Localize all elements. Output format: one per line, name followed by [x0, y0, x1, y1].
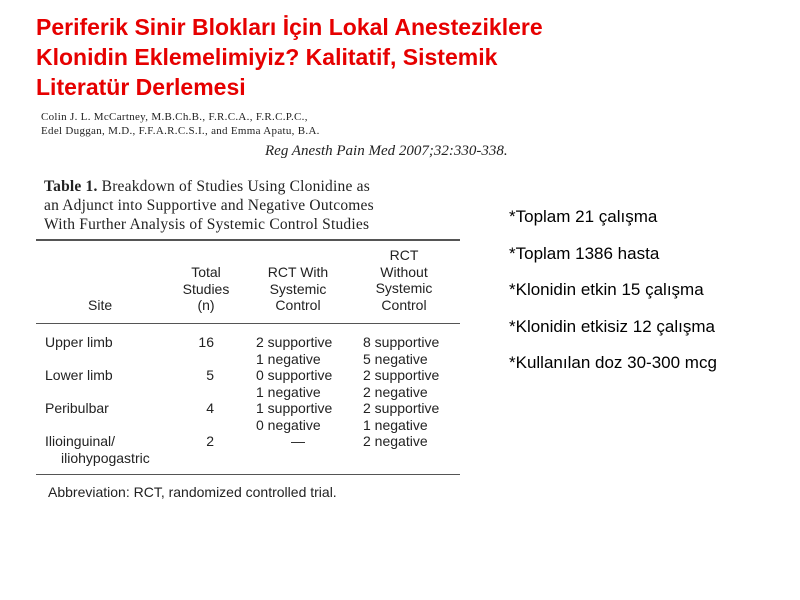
table-caption-text: Breakdown of Studies Using Clonidine as: [101, 178, 370, 195]
authors-line: Edel Duggan, M.D., F.F.A.R.C.S.I., and Emma Apatu, B.A.: [41, 125, 320, 137]
table-caption-label: Table 1.: [44, 178, 98, 195]
bullet-item: *Klonidin etkin 15 çalışma: [509, 280, 704, 299]
row-rct-without: 2 supportive 1 negative: [363, 400, 440, 433]
row-site: Peribulbar: [45, 400, 109, 416]
row-rct-with: 0 supportive 1 negative: [256, 367, 333, 400]
row-site: Ilioinguinal/ iliohypogastric: [45, 433, 150, 466]
row-rct-without: 2 negative: [363, 433, 428, 449]
bullet-item: *Klonidin etkisiz 12 çalışma: [509, 316, 715, 336]
table-bottom-rule: [36, 474, 460, 475]
header-total: Total Studies (n): [182, 264, 230, 313]
journal-citation: Reg Anesth Pain Med 2007;32:330-338.: [265, 143, 508, 159]
row-site: Lower limb: [45, 367, 113, 383]
header-rct-without-control: RCT Without Systemic Control: [375, 247, 433, 313]
summary-bullets: [509, 206, 717, 389]
row-rct-with: —: [291, 433, 305, 449]
table-caption-text: With Further Analysis of Systemic Control Studies: [44, 216, 370, 233]
row-rct-with: 2 supportive 1 negative: [256, 334, 333, 367]
header-site: Site: [88, 297, 113, 313]
bullet-item: *Kullanılan doz 30-300 mcg: [509, 353, 717, 372]
slide-title-line: Literatür Derlemesi: [36, 74, 246, 100]
row-total: 16: [198, 334, 214, 350]
article-authors: [41, 110, 320, 138]
authors-line: Colin J. L. McCartney, M.B.Ch.B., F.R.C.A., F.R.C.P.C.,: [41, 111, 308, 123]
row-total: 4: [206, 400, 214, 416]
row-rct-without: 8 supportive 5 negative: [363, 334, 440, 367]
row-total: 2: [206, 433, 214, 449]
table-caption: [44, 177, 464, 234]
slide-title-line: Klonidin Eklemelimiyiz? Kalitatif, Sistemik: [36, 44, 498, 70]
bullet-item: *Toplam 1386 hasta: [509, 243, 660, 263]
bullet-item: *Toplam 21 çalışma: [509, 207, 658, 226]
table-top-rule: [36, 239, 460, 241]
row-total: 5: [206, 367, 214, 383]
slide-title: [36, 12, 736, 102]
table-footnote: Abbreviation: RCT, randomized controlled trial.: [48, 484, 337, 500]
row-rct-without: 2 supportive 2 negative: [363, 367, 440, 400]
row-rct-with: 1 supportive 0 negative: [256, 400, 333, 433]
row-site: Upper limb: [45, 334, 113, 350]
table-caption-text: an Adjunct into Supportive and Negative Outcomes: [44, 197, 374, 214]
header-rct-with-control: RCT With Systemic Control: [267, 264, 329, 313]
table-header-rule: [36, 323, 460, 324]
slide-title-line: Periferik Sinir Blokları İçin Lokal Anesteziklere: [36, 14, 543, 40]
